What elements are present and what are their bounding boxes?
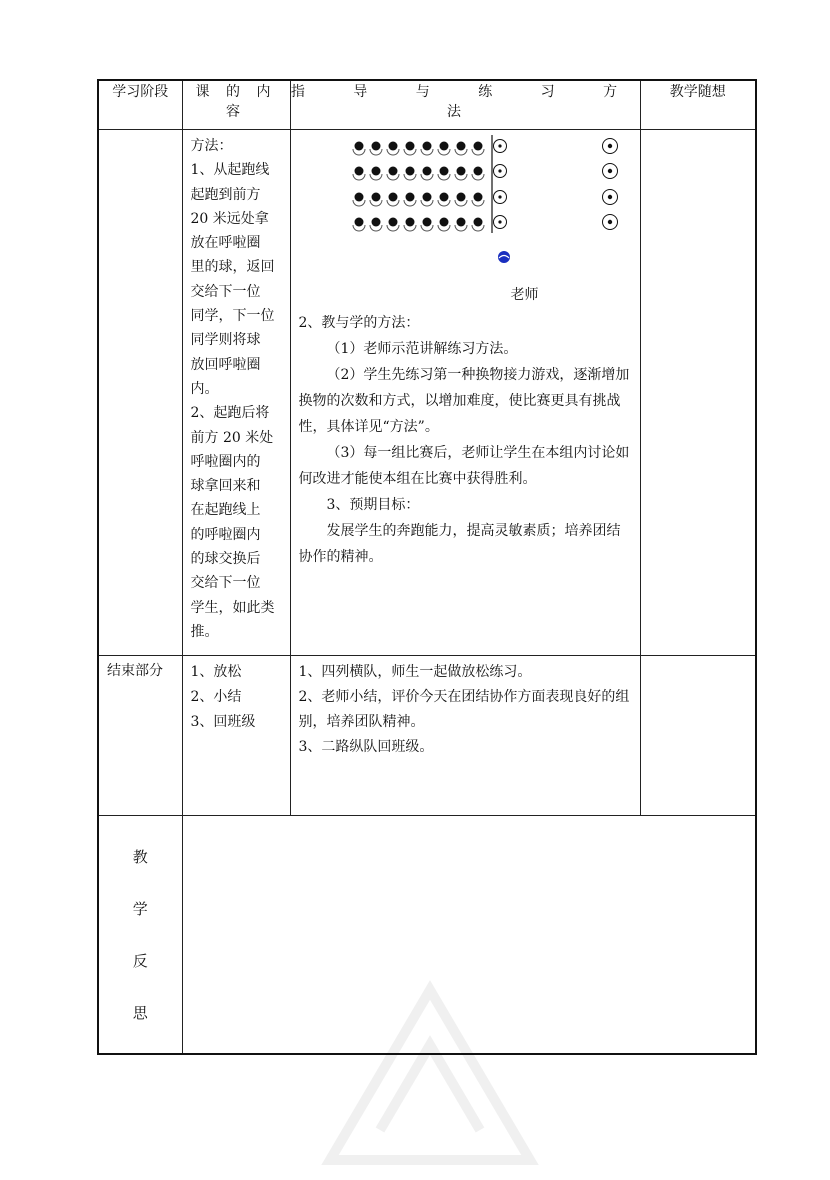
reflection-char: 反: [132, 951, 148, 970]
reflection-content: [182, 816, 756, 1055]
method-line: 的呼啦圈内: [190, 526, 261, 543]
student-marker: [422, 218, 431, 227]
student-marker: [439, 193, 448, 202]
method-line: 放在呼啦圈: [190, 235, 261, 252]
student-marker: [473, 218, 482, 227]
student-marker: [473, 142, 482, 151]
method-title: 方法：: [190, 138, 233, 154]
header-notes: 教学随想: [640, 80, 756, 130]
student-marker: [439, 142, 448, 151]
student-marker: [456, 218, 465, 227]
header-guidance: 指 导 与 练 习 方 法: [290, 80, 640, 130]
end-guide-item: 1、四列横队，师生一起做放松练习。: [298, 664, 532, 680]
ball-far-icon: [607, 220, 611, 224]
method-line: 20 米远处拿: [190, 210, 269, 227]
guidance-cell: [290, 130, 640, 656]
student-marker: [388, 167, 397, 176]
guide-item: （1）老师示范讲解练习方法。: [326, 341, 518, 357]
student-marker: [371, 193, 380, 202]
end-guidance-cell: [290, 656, 640, 816]
end-notes-cell: [640, 656, 756, 816]
end-guide-item: 3、二路纵队回班级。: [298, 739, 434, 755]
header-content: 课 的 内 容: [182, 80, 290, 130]
student-marker: [456, 167, 465, 176]
student-marker: [388, 218, 397, 227]
student-marker: [354, 167, 363, 176]
ball-start-icon: [498, 195, 501, 198]
method-line: 学生，如此类: [190, 599, 275, 616]
student-marker: [456, 193, 465, 202]
student-marker: [405, 218, 414, 227]
ball-start-icon: [498, 144, 501, 147]
method-line: 里的球，返回: [190, 259, 275, 276]
end-stage-label: 结束部分: [98, 656, 182, 816]
student-marker: [439, 167, 448, 176]
formation-svg: [299, 130, 649, 310]
teacher-label: 老师: [510, 287, 539, 303]
lesson-plan-table: [97, 79, 757, 1055]
student-marker: [405, 193, 414, 202]
reflection-char: 教: [132, 847, 148, 866]
formation-diagram: [299, 130, 634, 310]
student-marker: [422, 193, 431, 202]
header-stage: 学习阶段: [98, 80, 182, 130]
ball-start-icon: [498, 169, 501, 172]
main-row: [98, 130, 756, 656]
student-marker: [354, 142, 363, 151]
method-line: 交给下一位: [190, 283, 261, 300]
ball-far-icon: [607, 195, 611, 199]
reflection-label: [98, 816, 182, 1055]
student-marker: [354, 218, 363, 227]
method-line: 球拿回来和: [190, 478, 261, 495]
end-row: [98, 656, 756, 816]
method-line: 放回呼啦圈: [190, 356, 261, 373]
guide-item: （2）学生先练习第一种换物接力游戏，逐渐增加换物的次数和方式，以增加难度，使比赛更具有挑战性，具体详见“方法”。: [298, 367, 630, 435]
ball-far-icon: [607, 169, 611, 173]
goal-text: 发展学生的奔跑能力，提高灵敏素质；培养团结协作的精神。: [298, 523, 621, 565]
end-guide-item: 2、老师小结，评价今天在团结协作方面表现良好的组别，培养团队精神。: [298, 689, 630, 730]
student-marker: [388, 142, 397, 151]
main-notes-cell: [640, 130, 756, 656]
method-line: 在起跑线上: [190, 502, 261, 519]
method-cell: [182, 130, 290, 656]
ball-far-icon: [607, 144, 611, 148]
method-line: 交给下一位: [190, 575, 261, 592]
reflection-char: 学: [132, 899, 148, 918]
student-marker: [456, 142, 465, 151]
header-row: [98, 80, 756, 130]
method-line: 呼啦圈内的: [190, 453, 261, 470]
student-marker: [473, 193, 482, 202]
method-line: 同学则将球: [190, 332, 261, 349]
student-marker: [388, 193, 397, 202]
end-content-cell: [182, 656, 290, 816]
student-marker: [371, 142, 380, 151]
student-marker: [371, 167, 380, 176]
end-item: 3、回班级: [190, 714, 256, 730]
end-item: 1、放松: [190, 664, 242, 680]
student-marker: [405, 167, 414, 176]
student-marker: [422, 142, 431, 151]
method-line: 1、从起跑线: [190, 162, 270, 179]
main-stage-cell: [98, 130, 182, 656]
method-line: 前方 20 米处: [190, 429, 274, 446]
student-marker: [371, 218, 380, 227]
method-line: 推。: [190, 623, 219, 640]
method-line: 起跑到前方: [190, 186, 261, 203]
method-line: 的球交换后: [190, 551, 261, 568]
method-line: 同学，下一位: [190, 308, 275, 325]
method-line: 2、起跑后将: [190, 405, 270, 422]
student-marker: [422, 167, 431, 176]
end-item: 2、小结: [190, 689, 242, 705]
guide-title: 2、教与学的方法：: [298, 315, 420, 331]
student-marker: [473, 167, 482, 176]
student-marker: [439, 218, 448, 227]
goal-title: 3、预期目标：: [326, 497, 420, 513]
reflection-row: [98, 816, 756, 1055]
guide-item: （3）每一组比赛后，老师让学生在本组内讨论如何改进才能使本组在比赛中获得胜利。: [298, 445, 630, 487]
student-marker: [354, 193, 363, 202]
reflection-char: 思: [132, 1003, 148, 1022]
ball-start-icon: [498, 220, 501, 223]
student-marker: [405, 142, 414, 151]
method-line: 内。: [190, 380, 219, 397]
